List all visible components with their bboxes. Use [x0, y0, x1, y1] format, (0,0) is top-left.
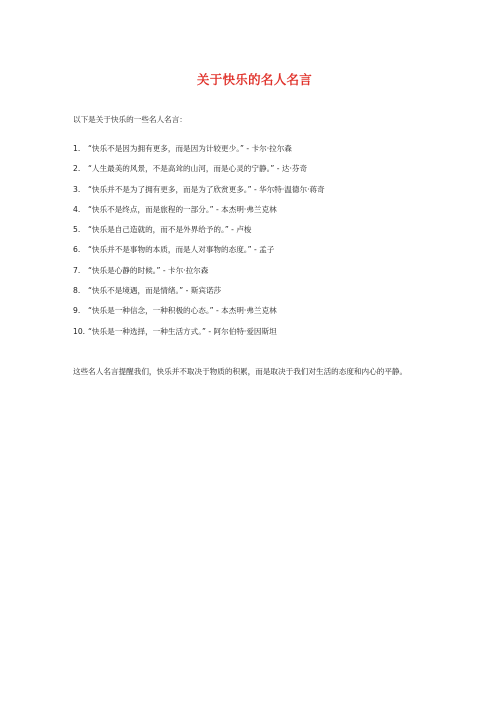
document-title: 关于快乐的名人名言 — [196, 72, 313, 87]
quote-number: 5. — [73, 225, 81, 235]
quote-item — [73, 305, 436, 325]
quote-text: “快乐是自己造就的，而不是外界给予的。” - 卢梭 — [88, 225, 252, 235]
quote-text: “快乐并不是事物的本质，而是人对事物的态度。” - 孟子 — [88, 245, 275, 255]
quote-text: “快乐是心静的时候。” - 卡尔·拉尔森 — [88, 265, 209, 275]
quote-number: 3. — [73, 184, 81, 194]
quote-item — [73, 204, 436, 224]
quote-item — [73, 184, 436, 204]
quote-number: 6. — [73, 245, 81, 255]
quote-text: “快乐不是终点，而是旅程的一部分。” - 本杰明·弗兰克林 — [88, 204, 277, 214]
quote-text: “快乐并不是为了拥有更多，而是为了欣赏更多。” - 华尔特·温德尔·蒋奇 — [88, 184, 325, 194]
quote-number: 4. — [73, 204, 81, 214]
quote-number: 2. — [73, 164, 81, 174]
quote-list — [73, 143, 436, 346]
quote-item — [73, 326, 436, 346]
quote-item — [73, 163, 436, 183]
quote-item — [73, 224, 436, 244]
quote-item — [73, 244, 436, 264]
quote-item — [73, 143, 436, 163]
quote-item — [73, 285, 436, 305]
summary-paragraph: 这些名人名言提醒我们，快乐并不取决于物质的积累，而是取决于我们对生活的态度和内心的平静。 — [73, 366, 408, 376]
quote-text: “快乐不是境遇，而是情绪。” - 斯宾诺莎 — [88, 286, 222, 296]
quote-text: “快乐不是因为拥有更多，而是因为计较更少。” - 卡尔·拉尔森 — [88, 144, 292, 153]
quote-text: “人生最美的风景，不是高耸的山河，而是心灵的宁静。” - 达·芬奇 — [88, 164, 308, 174]
quote-number: 1. — [73, 144, 81, 153]
quote-number: 7. — [73, 265, 81, 275]
quote-text: “快乐是一种选择，一种生活方式。” - 阿尔伯特·爱因斯坦 — [88, 326, 277, 336]
quote-number: 9. — [73, 306, 81, 316]
intro-paragraph: 以下是关于快乐的一些名人名言： — [73, 115, 187, 124]
quote-number: 8. — [73, 286, 81, 296]
quote-text: “快乐是一种信念，一种积极的心态。” - 本杰明·弗兰克林 — [88, 306, 277, 316]
quote-number: 10. — [73, 326, 86, 336]
quote-item — [73, 265, 436, 285]
